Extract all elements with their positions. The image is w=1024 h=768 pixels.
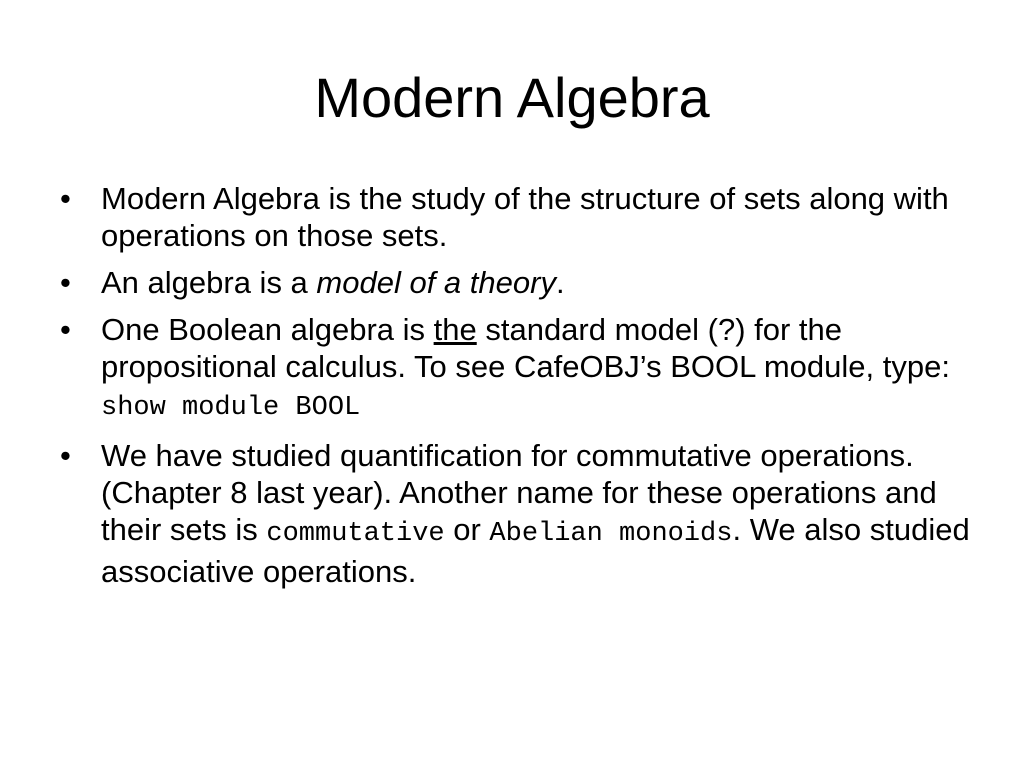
bullet-text: One Boolean algebra is: [101, 312, 434, 347]
bullet-list: [60, 180, 970, 600]
bullet-item-1: [60, 180, 970, 254]
underlined-text: the: [433, 312, 477, 347]
bullet-text-connector: or: [444, 512, 490, 547]
bullet-marker: •: [60, 181, 71, 216]
code-snippet-commutative: commutative: [266, 519, 445, 549]
bullet-text: An algebra is a: [101, 265, 317, 300]
bullet-text: We have studied quantification for commutative operations. (Chapter 8 last year). Another name for these operations and their sets is: [101, 438, 937, 547]
code-snippet: show module BOOL: [101, 393, 361, 423]
bullet-text-suffix: .: [555, 265, 565, 300]
emphasized-text: model of a theory: [316, 265, 556, 300]
bullet-item-4: [60, 437, 970, 590]
bullet-marker: •: [60, 312, 71, 347]
bullet-text-middle: standard model (?) for the propositional calculus. To see CafeOBJ’s BOOL module, type:: [101, 312, 950, 384]
slide-title: Modern Algebra: [314, 66, 710, 129]
bullet-text-suffix: . We also studied associative operations.: [101, 512, 970, 589]
bullet-text: Modern Algebra is the study of the structure of sets along with operations on those sets.: [101, 181, 949, 253]
bullet-item-2: [60, 264, 970, 301]
bullet-marker: •: [60, 265, 71, 300]
code-snippet-abelian: Abelian monoids: [489, 519, 733, 549]
bullet-marker: •: [60, 438, 71, 473]
bullet-item-3: [60, 311, 970, 427]
